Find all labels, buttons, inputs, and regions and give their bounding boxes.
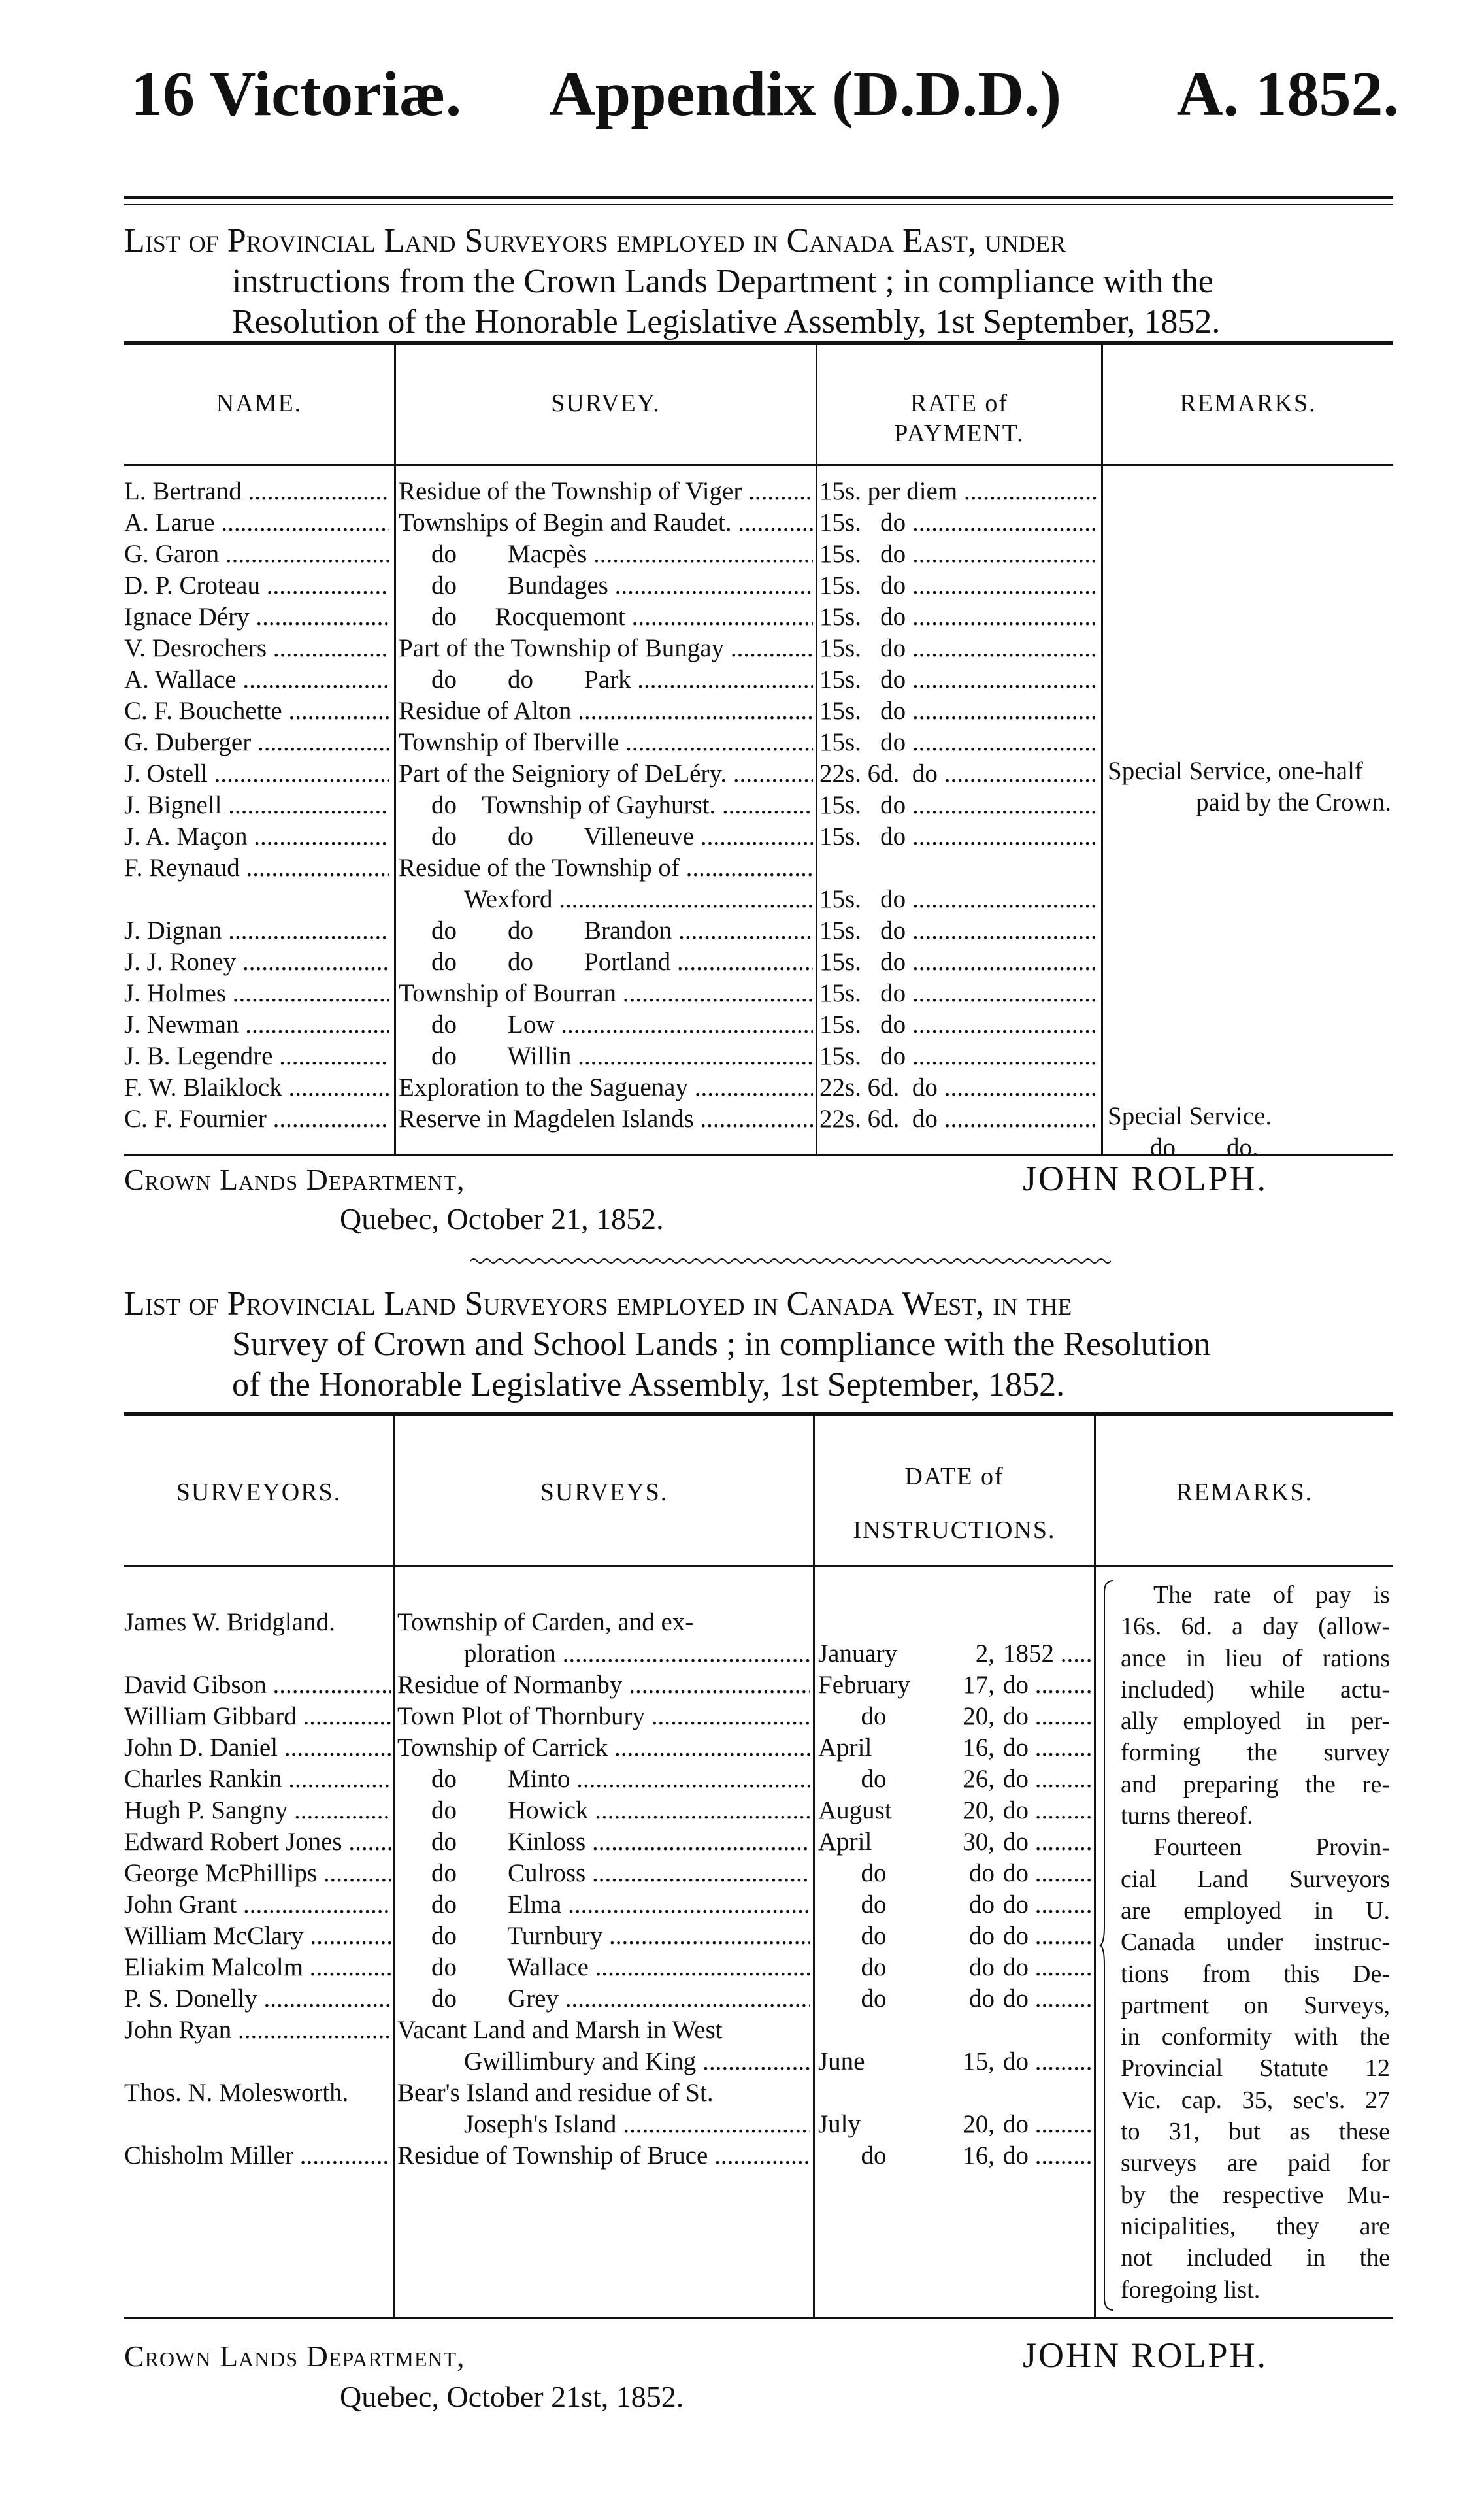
table-top-rule xyxy=(124,341,1393,345)
instruction-month: do xyxy=(861,1953,887,1981)
survey-description: do Howick ..... xyxy=(431,1795,810,1826)
west-remarks-note xyxy=(1121,1579,1390,2305)
table-row xyxy=(124,978,1393,1009)
survey-description: do Grey ..... xyxy=(431,1983,810,2015)
survey-description: do Elma ..... xyxy=(431,1889,810,1920)
rate-of-payment: 15s. do ..... xyxy=(819,915,1097,947)
remarks-line: not included in the xyxy=(1121,2244,1390,2272)
rate-of-payment: 15s. do ..... xyxy=(819,539,1097,570)
west-footer-signature: JOHN ROLPH. xyxy=(1023,2336,1268,2375)
surveyor-name: A. Larue ..... xyxy=(124,507,389,539)
table-row xyxy=(124,852,1393,884)
instruction-year: do ..... xyxy=(1003,1920,1091,1952)
instruction-day: do xyxy=(969,1890,995,1919)
surveyor-name: C. F. Fournier ..... xyxy=(124,1103,389,1135)
survey-description: do do Portland ..... xyxy=(431,947,813,978)
rate-of-payment: 15s. do ..... xyxy=(819,790,1097,821)
instruction-month: April xyxy=(818,1828,872,1856)
instruction-month: August xyxy=(818,1796,892,1824)
instruction-month: do xyxy=(861,1765,887,1793)
section-divider-wavy xyxy=(470,1256,1111,1265)
column-header-date xyxy=(815,1450,1094,1557)
rate-of-payment: 15s. do ..... xyxy=(819,633,1097,664)
rate-of-payment: 15s. do ..... xyxy=(819,884,1097,915)
rate-header-line: PAYMENT. xyxy=(894,420,1025,447)
surveyor-name: Ignace Déry ..... xyxy=(124,601,389,633)
instruction-year: do ..... xyxy=(1003,1732,1091,1764)
surveyor-name: J. Holmes ..... xyxy=(124,978,389,1009)
remarks-line: forming the survey xyxy=(1121,1739,1390,1767)
remarks-line: included) while actu- xyxy=(1121,1675,1390,1703)
instruction-month: do xyxy=(861,1890,887,1919)
remarks-line: Canada under instruc- xyxy=(1121,1928,1390,1956)
year-label: A. 1852. xyxy=(1176,59,1399,129)
table-row xyxy=(124,507,1393,539)
remarks-line: 16s. 6d. a day (allow- xyxy=(1121,1613,1390,1641)
surveyor-name: John Ryan ..... xyxy=(124,2015,391,2046)
rate-of-payment: 15s. do ..... xyxy=(819,947,1097,978)
survey-description: do Wallace ..... xyxy=(431,1952,810,1983)
instruction-day: 2, xyxy=(975,1639,995,1667)
survey-description: Joseph's Island ..... xyxy=(464,2109,810,2140)
remarks-line: tions from this De- xyxy=(1121,1960,1390,1988)
instruction-year: do ..... xyxy=(1003,1983,1091,2015)
surveyor-name: Chisholm Miller ..... xyxy=(124,2140,391,2171)
remarks-line: in conformity with the xyxy=(1121,2023,1390,2051)
table-bottom-rule xyxy=(124,2317,1393,2319)
rate-of-payment: 15s. do ..... xyxy=(819,821,1097,852)
instruction-month: July xyxy=(818,2110,861,2138)
survey-description: Vacant Land and Marsh in West xyxy=(397,2016,723,2044)
column-header-survey: SURVEY. xyxy=(551,390,661,417)
remarks-line: and preparing the re- xyxy=(1121,1770,1390,1798)
surveyor-name: Thos. N. Molesworth. xyxy=(124,2079,349,2107)
surveyor-name: J. J. Roney ..... xyxy=(124,947,389,978)
rate-of-payment: 15s. do ..... xyxy=(819,1009,1097,1041)
table-row xyxy=(124,821,1393,852)
remarks-line: The rate of pay is xyxy=(1153,1581,1390,1609)
table-row xyxy=(124,539,1393,570)
remarks-line: nicipalities, they are xyxy=(1121,2212,1390,2240)
surveyor-name: J. A. Maçon ..... xyxy=(124,821,389,852)
table-row xyxy=(124,633,1393,664)
survey-description: Township of Iberville ..... xyxy=(399,727,813,758)
column-header-rate xyxy=(817,388,1101,448)
survey-description: do do Brandon ..... xyxy=(431,915,813,947)
instruction-year: do ..... xyxy=(1003,2046,1091,2077)
surveyor-name: C. F. Bouchette ..... xyxy=(124,695,389,727)
surveyor-name: J. B. Legendre ..... xyxy=(124,1041,389,1072)
remarks-line: by the respective Mu- xyxy=(1121,2181,1390,2209)
instruction-month: do xyxy=(861,2141,887,2170)
instruction-day: 16, xyxy=(963,2141,995,2170)
survey-description: Bear's Island and residue of St. xyxy=(397,2079,714,2107)
instruction-day: 20, xyxy=(963,1702,995,1730)
header-rule-top xyxy=(124,196,1393,199)
rate-of-payment: 15s. do ..... xyxy=(819,601,1097,633)
survey-description: do Rocquemont ..... xyxy=(431,601,813,633)
surveyor-name: Eliakim Malcolm ..... xyxy=(124,1952,391,1983)
instruction-day: do xyxy=(969,1953,995,1981)
survey-description: do Culross ..... xyxy=(431,1858,810,1889)
rate-of-payment: 22s. 6d. do ..... xyxy=(819,1072,1097,1103)
survey-description: Township of Carrick ..... xyxy=(397,1732,810,1764)
east-caption-line: instructions from the Crown Lands Department ; in compliance with the xyxy=(232,263,1213,300)
table-row xyxy=(124,915,1393,947)
remark-ostell-line: Special Service, one-half xyxy=(1108,757,1363,785)
table-top-rule xyxy=(124,1412,1393,1416)
survey-description: do Bundages ..... xyxy=(431,570,813,601)
survey-description: do Turnbury ..... xyxy=(431,1920,810,1952)
table-header-rule xyxy=(124,464,1393,466)
date-header-line: INSTRUCTIONS. xyxy=(853,1517,1056,1544)
survey-description: Township of Bourran ..... xyxy=(399,978,813,1009)
instruction-month: June xyxy=(818,2047,865,2075)
remarks-line: Provincial Statute 12 xyxy=(1121,2054,1390,2083)
survey-description: do do Park ..... xyxy=(431,664,813,695)
surveyor-name: J. Bignell ..... xyxy=(124,790,389,821)
survey-description: Reserve in Magdelen Islands ..... xyxy=(399,1103,813,1135)
remarks-line: Vic. cap. 35, sec's. 27 xyxy=(1121,2086,1390,2114)
survey-description: Township of Carden, and ex- xyxy=(397,1608,694,1636)
table-row xyxy=(124,884,1393,915)
rate-of-payment: 15s. do ..... xyxy=(819,727,1097,758)
table-row xyxy=(124,1072,1393,1103)
instruction-month: do xyxy=(861,1985,887,2013)
remarks-line: cial Land Surveyors xyxy=(1121,1865,1390,1893)
remarks-line: partment on Surveys, xyxy=(1121,1991,1390,2019)
instruction-year: 1852 ..... xyxy=(1003,1638,1091,1669)
west-footer-department: Crown Lands Department, xyxy=(124,2339,465,2373)
east-caption-line: Resolution of the Honorable Legislative Assembly, 1st September, 1852. xyxy=(232,303,1221,341)
survey-description: do Township of Gayhurst. ..... xyxy=(431,790,813,821)
remarks-line: foregoing list. xyxy=(1121,2275,1261,2304)
column-header-surveyors: SURVEYORS. xyxy=(176,1479,342,1506)
rate-of-payment: 15s. do ..... xyxy=(819,1041,1097,1072)
survey-description: Residue of Alton ..... xyxy=(399,695,813,727)
surveyor-name: G. Duberger ..... xyxy=(124,727,389,758)
survey-description: do Macpès ..... xyxy=(431,539,813,570)
survey-description: do Willin ..... xyxy=(431,1041,813,1072)
east-surveyors-table xyxy=(124,341,1393,1178)
west-caption xyxy=(124,1284,1393,1405)
east-caption xyxy=(124,221,1393,343)
instruction-day: do xyxy=(969,1859,995,1887)
west-footer-date: Quebec, October 21st, 1852. xyxy=(340,2380,684,2413)
surveyor-name: William Gibbard ..... xyxy=(124,1701,391,1732)
survey-description: Gwillimbury and King ..... xyxy=(464,2046,810,2077)
west-surveyors-table xyxy=(124,1412,1393,2340)
instruction-year: do ..... xyxy=(1003,1826,1091,1858)
survey-description: Residue of the Township of ..... xyxy=(399,852,813,884)
instruction-month: do xyxy=(861,1922,887,1950)
remarks-line: surveys are paid for xyxy=(1121,2149,1390,2177)
surveyor-name: Edward Robert Jones ..... xyxy=(124,1826,391,1858)
instruction-month: January xyxy=(818,1639,898,1667)
table-row xyxy=(124,664,1393,695)
surveyor-name: A. Wallace ..... xyxy=(124,664,389,695)
column-header-surveys: SURVEYS. xyxy=(540,1479,668,1506)
table-row xyxy=(124,1009,1393,1041)
east-footer-date: Quebec, October 21, 1852. xyxy=(340,1202,664,1235)
date-header-line: DATE of xyxy=(904,1463,1004,1490)
surveyor-name: George McPhillips ..... xyxy=(124,1858,391,1889)
survey-description: Wexford ..... xyxy=(464,884,813,915)
appendix-title: Appendix (D.D.D.) xyxy=(549,59,1062,129)
remarks-line: turns thereof. xyxy=(1121,1802,1253,1830)
surveyor-name: James W. Bridgland. xyxy=(124,1608,335,1636)
rate-of-payment: 15s. per diem ..... xyxy=(819,476,1097,507)
remarks-line: ally employed in per- xyxy=(1121,1707,1390,1735)
remarks-brace-icon xyxy=(1099,1579,1115,2311)
surveyor-name: P. S. Donelly ..... xyxy=(124,1983,391,2015)
instruction-day: do xyxy=(969,1985,995,2013)
survey-description: ploration ..... xyxy=(464,1638,810,1669)
survey-description: Town Plot of Thornbury ..... xyxy=(397,1701,810,1732)
rate-of-payment: 22s. 6d. do ..... xyxy=(819,1103,1097,1135)
surveyor-name: L. Bertrand ..... xyxy=(124,476,389,507)
rate-of-payment: 15s. do ..... xyxy=(819,978,1097,1009)
rate-of-payment: 15s. do ..... xyxy=(819,664,1097,695)
instruction-year: do ..... xyxy=(1003,1952,1091,1983)
instruction-year: do ..... xyxy=(1003,1764,1091,1795)
instruction-day: 30, xyxy=(963,1828,995,1856)
survey-description: do Kinloss ..... xyxy=(431,1826,810,1858)
survey-description: do Low ..... xyxy=(431,1009,813,1041)
rate-header-line: RATE of xyxy=(910,390,1009,417)
surveyor-name: William McClary ..... xyxy=(124,1920,391,1952)
instruction-year: do ..... xyxy=(1003,1701,1091,1732)
instruction-day: 26, xyxy=(963,1765,995,1793)
instruction-year: do ..... xyxy=(1003,2140,1091,2171)
surveyor-name: John D. Daniel ..... xyxy=(124,1732,391,1764)
east-caption-line: List of Provincial Land Surveyors employed in Canada East, under xyxy=(124,222,1066,260)
surveyor-name: Charles Rankin ..... xyxy=(124,1764,391,1795)
instruction-day: 20, xyxy=(963,2110,995,2138)
east-footer-signature: JOHN ROLPH. xyxy=(1023,1159,1268,1198)
remarks-line: Fourteen Provin- xyxy=(1153,1834,1390,1862)
instruction-day: 16, xyxy=(963,1734,995,1762)
table-row xyxy=(124,727,1393,758)
survey-description: do do Villeneuve ..... xyxy=(431,821,813,852)
table-row xyxy=(124,947,1393,978)
survey-description: do Minto ..... xyxy=(431,1764,810,1795)
survey-description: Part of the Seigniory of DeLéry. ..... xyxy=(399,758,813,790)
surveyor-name: Hugh P. Sangny ..... xyxy=(124,1795,391,1826)
west-caption-line: Survey of Crown and School Lands ; in compliance with the Resolution xyxy=(232,1326,1211,1363)
survey-description: Residue of Normanby ..... xyxy=(397,1669,810,1701)
table-row xyxy=(124,1041,1393,1072)
header-rule-bottom xyxy=(124,204,1393,205)
surveyor-name: G. Garon ..... xyxy=(124,539,389,570)
surveyor-name: V. Desrochers ..... xyxy=(124,633,389,664)
column-header-remarks: REMARKS. xyxy=(1179,390,1317,417)
remarks-line: to 31, but as these xyxy=(1121,2118,1390,2146)
column-header-name: NAME. xyxy=(216,390,303,417)
table-row xyxy=(124,570,1393,601)
remarks-line: are employed in U. xyxy=(1121,1896,1390,1924)
rate-of-payment: 15s. do ..... xyxy=(819,507,1097,539)
remark-ostell-line: paid by the Crown. xyxy=(1196,788,1391,816)
survey-description: Townships of Begin and Raudet. ..... xyxy=(399,507,813,539)
survey-description: Part of the Township of Bungay ..... xyxy=(399,633,813,664)
table-header-rule xyxy=(124,1565,1393,1567)
west-caption-line: List of Provincial Land Surveyors employed in Canada West, in the xyxy=(124,1285,1072,1322)
instruction-year: do ..... xyxy=(1003,1795,1091,1826)
instruction-day: 17, xyxy=(963,1671,995,1699)
west-caption-line: of the Honorable Legislative Assembly, 1st September, 1852. xyxy=(232,1366,1065,1403)
surveyor-name: John Grant ..... xyxy=(124,1889,391,1920)
table-row xyxy=(124,476,1393,507)
instruction-month: do xyxy=(861,1702,887,1730)
session-label: 16 Victoriæ. xyxy=(131,59,462,129)
instruction-year: do ..... xyxy=(1003,2109,1091,2140)
surveyor-name: David Gibson ..... xyxy=(124,1669,391,1701)
rate-of-payment: 15s. do ..... xyxy=(819,695,1097,727)
instruction-month: February xyxy=(818,1671,910,1699)
surveyor-name: F. Reynaud ..... xyxy=(124,852,389,884)
instruction-day: do xyxy=(969,1922,995,1950)
survey-description: Exploration to the Saguenay ..... xyxy=(399,1072,813,1103)
surveyor-name: D. P. Croteau ..... xyxy=(124,570,389,601)
surveyor-name: J. Ostell ..... xyxy=(124,758,389,790)
remarks-line: ance in lieu of rations xyxy=(1121,1644,1390,1672)
surveyor-name: J. Dignan ..... xyxy=(124,915,389,947)
rate-of-payment: 22s. 6d. do ..... xyxy=(819,758,1097,790)
instruction-year: do ..... xyxy=(1003,1669,1091,1701)
remark-blaiklock: Special Service. xyxy=(1108,1102,1272,1130)
east-footer-department: Crown Lands Department, xyxy=(124,1163,465,1196)
column-header-remarks: REMARKS. xyxy=(1176,1479,1313,1506)
instruction-month: April xyxy=(818,1734,872,1762)
rate-of-payment: 15s. do ..... xyxy=(819,570,1097,601)
surveyor-name: J. Newman ..... xyxy=(124,1009,389,1041)
remark-fournier: do do. xyxy=(1150,1133,1259,1162)
survey-description: Residue of Township of Bruce ..... xyxy=(397,2140,810,2171)
instruction-month: do xyxy=(861,1859,887,1887)
instruction-day: 20, xyxy=(963,1796,995,1824)
table-row xyxy=(124,601,1393,633)
instruction-day: 15, xyxy=(963,2047,995,2075)
surveyor-name: F. W. Blaiklock ..... xyxy=(124,1072,389,1103)
instruction-year: do ..... xyxy=(1003,1889,1091,1920)
instruction-year: do ..... xyxy=(1003,1858,1091,1889)
survey-description: Residue of the Township of Viger ..... xyxy=(399,476,813,507)
table-row xyxy=(124,695,1393,727)
